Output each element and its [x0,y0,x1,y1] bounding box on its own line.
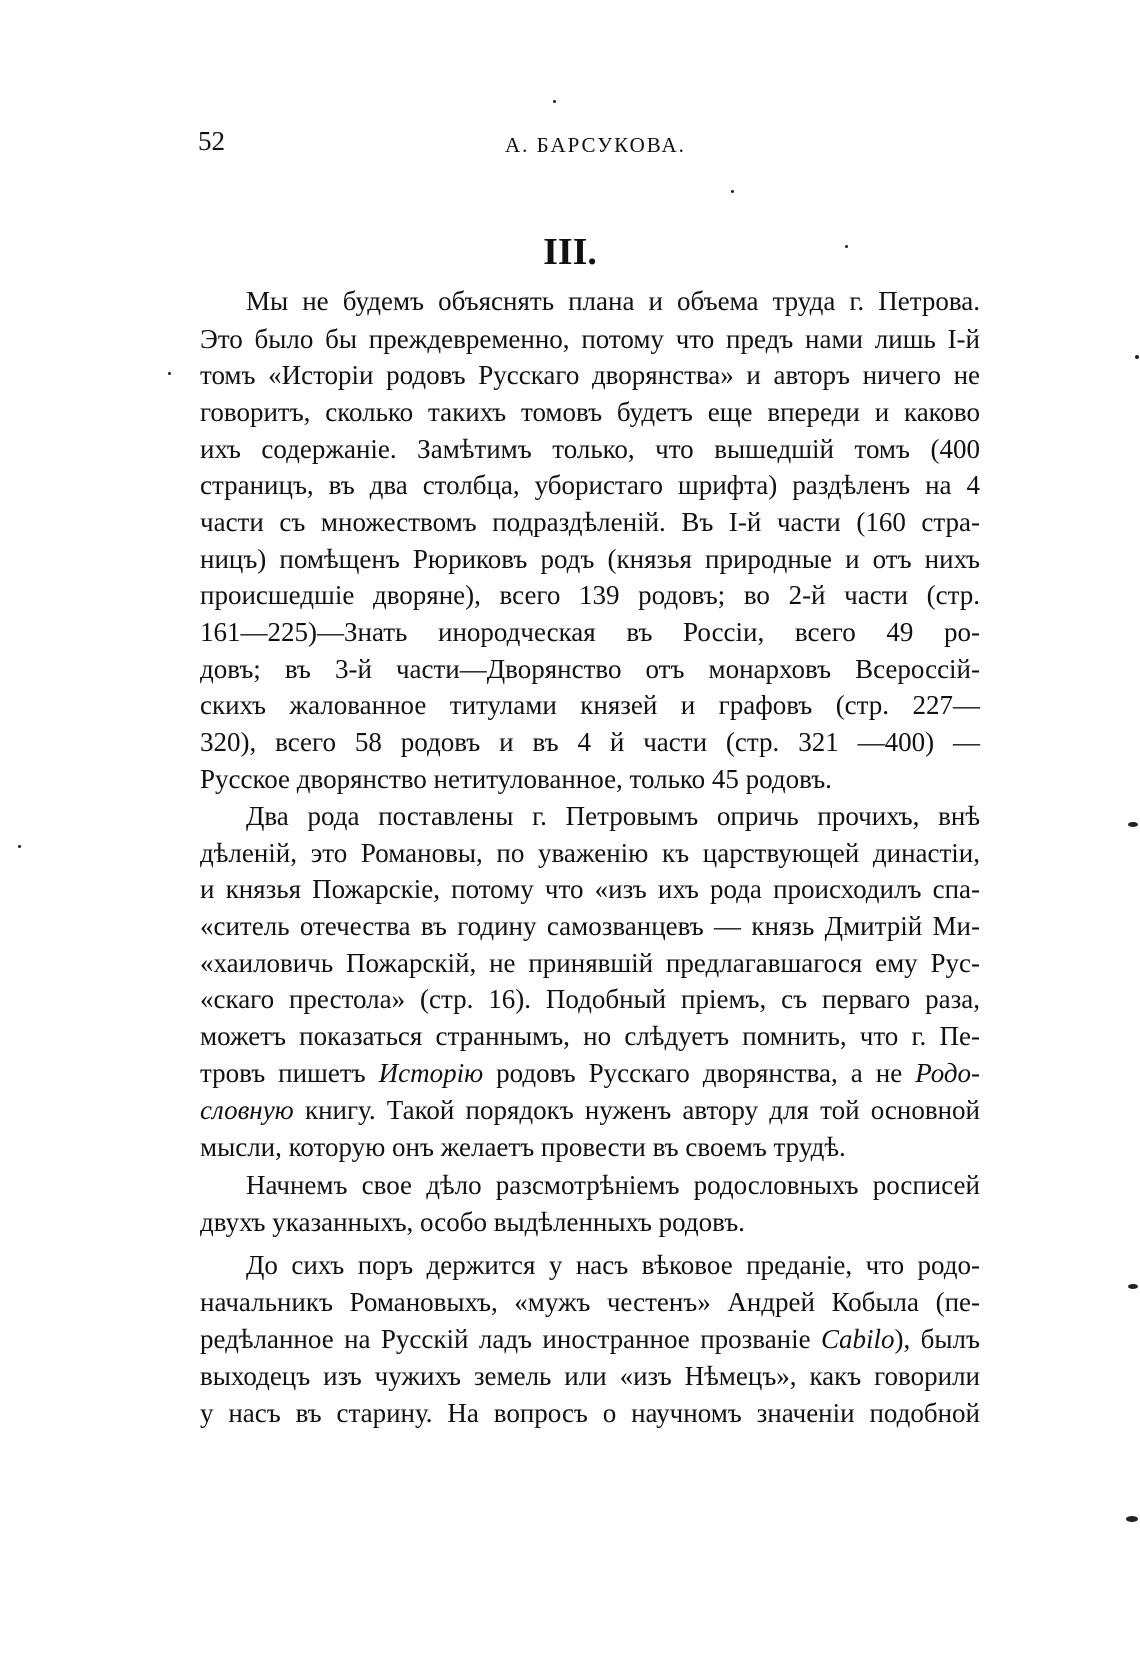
text-line: ихъ содержаніе. Замѣтимъ только, что вышедшій томъ (400 [200,434,980,464]
text-line: страницъ, въ два столбца, убористаго шрифта) раздѣленъ на 4 [200,470,980,500]
text-line: Начнемъ свое дѣло разсмотрѣніемъ родословныхъ росписей [246,1170,980,1200]
text-line [200,1091,980,1129]
scan-speck [553,100,556,103]
text-line: 161—225)—Знать инородческая въ Россіи, всего 49 ро- [200,617,980,647]
scan-speck [731,190,734,193]
scan-speck [1135,355,1139,359]
text-line: довъ; въ 3-й части—Дворянство отъ монарховъ Всероссій- [200,654,980,684]
text-line [200,1054,980,1092]
scan-speck [1128,822,1138,827]
text-line: и князья Пожарскіе, потому что «изъ ихъ рода происходилъ спа- [200,874,980,904]
text-line: двухъ указанныхъ, особо выдѣленныхъ родовъ. [200,1207,745,1237]
section-heading: III. [543,231,597,273]
scan-speck [168,372,171,375]
text-line: Русское дворянство нетитулованное, только 45 родовъ. [200,764,832,794]
text-line: Это было бы преждевременно, потому что предъ нами лишь I-й [200,324,980,354]
text-line: дѣленій, это Романовы, по уваженію къ царствующей династіи, [200,838,980,868]
text-line: мысли, которую онъ желаетъ провести въ своемъ трудѣ. [200,1132,846,1162]
text-line: 320), всего 58 родовъ и въ 4 й части (стр. 321 —400) — [200,727,980,757]
italic-word: Родо- [915,1058,981,1088]
scan-speck [18,845,21,848]
text-line: «ситель отечества въ годину самозванцевъ — князь Дмитрій Ми- [200,911,980,941]
text-line: можетъ показаться страннымъ, но слѣдуетъ помнить, что г. Пе- [200,1021,980,1051]
text-line [200,1320,980,1358]
scan-speck [1126,1516,1138,1522]
italic-word: Исторію [378,1058,484,1088]
italic-word: Cabilo [821,1324,895,1354]
scan-speck [845,245,848,248]
text-span: тровъ пишетъ [200,1058,366,1088]
text-line: скихъ жалованное титулами князей и графовъ (стр. 227— [200,690,980,720]
italic-word: словную [200,1095,294,1125]
text-line: «скаго престола» (стр. 16). Подобный пріемъ, съ перваго раза, [200,984,980,1014]
running-head: А. БАРСУКОВА. [505,133,686,157]
text-line: начальникъ Романовыхъ, «мужъ честенъ» Андрей Кобыла (пе- [200,1287,980,1317]
text-line: До сихъ поръ держится у насъ вѣковое преданіе, что родо- [246,1250,980,1280]
text-span: ), былъ [894,1324,980,1354]
text-line: выходецъ изъ чужихъ земель или «изъ Нѣмецъ», какъ говорили [200,1361,980,1391]
scan-speck [1128,1284,1138,1289]
text-line: Два рода поставлены г. Петровымъ опричь прочихъ, внѣ [246,801,980,831]
text-line: говоритъ, сколько такихъ томовъ будетъ еще впереди и каково [200,397,980,427]
text-line: у насъ въ старину. На вопросъ о научномъ значеніи подобной [200,1398,980,1428]
text-span: родовъ Русскаго дворянства, а не [496,1058,903,1088]
text-span: редѣланное на Русскій ладъ иностранное прозваніе [200,1324,811,1354]
text-span: книгу. Такой порядокъ нуженъ автору для той основной [304,1095,981,1125]
text-line: части съ множествомъ подраздѣленій. Въ I-й части (160 стра- [200,507,980,537]
text-line: Мы не будемъ объяснять плана и объема труда г. Петрова. [246,286,980,316]
text-line: происшедшіе дворяне), всего 139 родовъ; во 2-й части (стр. [200,580,980,610]
text-line: ницъ) помѣщенъ Рюриковъ родъ (князья природные и отъ нихъ [200,544,980,574]
text-line: томъ «Исторіи родовъ Русскаго дворянства» и авторъ ничего не [200,360,980,390]
text-line: «хаиловичь Пожарскій, не принявшій предлагавшагося ему Рус- [200,948,980,978]
page-number: 52 [198,126,225,156]
